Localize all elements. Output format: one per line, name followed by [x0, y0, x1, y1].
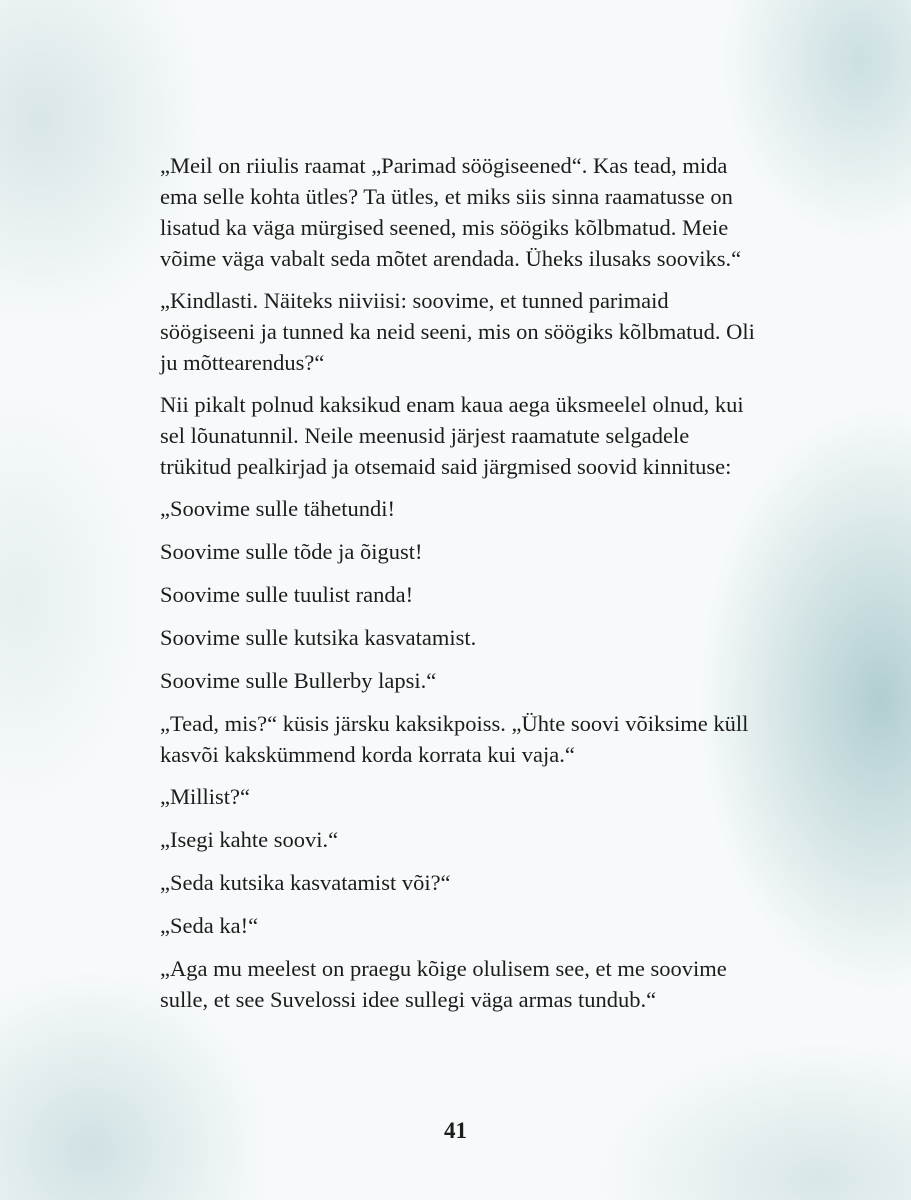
paragraph: „Seda kutsika kasvatamist või?“: [160, 870, 451, 895]
paragraph: Soovime sulle tõde ja õigust!: [160, 539, 423, 564]
paragraph: Soovime sulle kutsika kasvatamist.: [160, 625, 477, 650]
paragraph: „Tead, mis?“ küsis järsku kaksikpoiss. „Ühte soovi võiksime küll kasvõi kakskümmend korda korrata kui vaja.“: [160, 711, 749, 767]
paragraph: Nii pikalt polnud kaksikud enam kaua aega üksmeelel olnud, kui sel lõunatunnil. Neile meenusid järjest raamatute selgadele trükitud pealkirjad ja otsemaid said järgmised soovid kinnituse:: [160, 392, 744, 479]
paragraph: „Soovime sulle tähetundi!: [160, 496, 395, 521]
page-number: 41: [444, 1118, 467, 1143]
paragraph: „Kindlasti. Näiteks niiviisi: soovime, et tunned parimaid söögiseeni ja tunned ka neid seeni, mis on söögiks kõlbmatud. Oli ju mõttearendus?“: [160, 288, 755, 375]
paragraph: „Isegi kahte soovi.“: [160, 827, 339, 852]
paragraph: „Aga mu meelest on praegu kõige olulisem see, et me soovime sulle, et see Suvelossi idee sullegi väga armas tundub.“: [160, 956, 727, 1012]
page-text: [160, 150, 760, 1026]
paragraph: „Meil on riiulis raamat „Parimad söögiseened“. Kas tead, mida ema selle kohta ütles? Ta ütles, et miks siis sinna raamatusse on lisatud ka väga mürgised seened, mis söögiks kõlbmatud. Meie võime väga vabalt seda mõtet arendada. Üheks ilusaks sooviks.“: [160, 153, 742, 271]
paragraph: „Millist?“: [160, 784, 250, 809]
paragraph: Soovime sulle Bullerby lapsi.“: [160, 668, 437, 693]
paragraph: Soovime sulle tuulist randa!: [160, 582, 414, 607]
paragraph: „Seda ka!“: [160, 913, 259, 938]
